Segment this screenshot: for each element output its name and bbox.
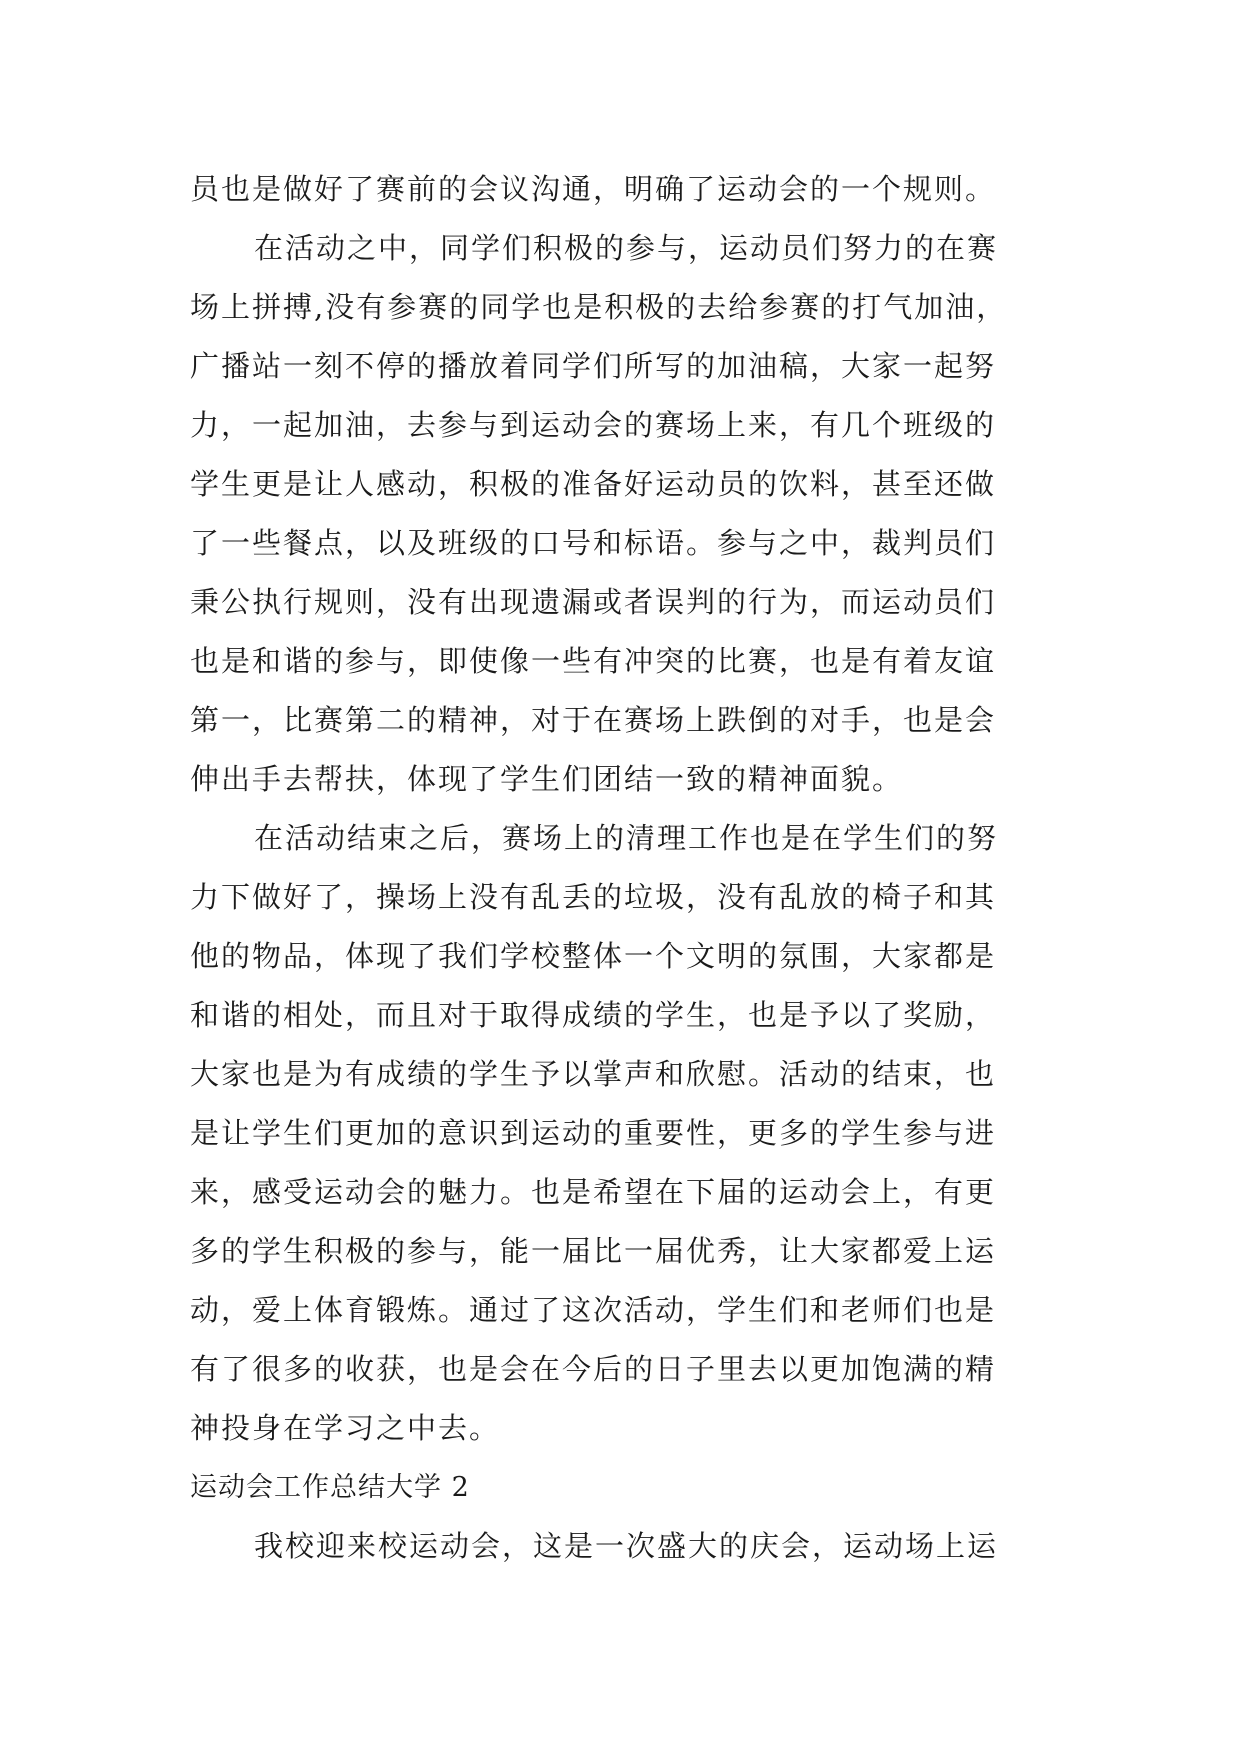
text-line: 第一，比赛第二的精神，对于在赛场上跌倒的对手，也是会 — [190, 703, 997, 737]
text-line: 和谐的相处，而且对于取得成绩的学生，也是予以了奖励， — [190, 998, 997, 1032]
text-line: 神投身在学习之中去。 — [190, 1411, 501, 1445]
text-line: 伸出手去帮扶，体现了学生们团结一致的精神面貌。 — [190, 762, 904, 796]
paragraph-first-line: 在活动结束之后，赛场上的清理工作也是在学生们的努 — [254, 821, 999, 855]
text-line: 也是和谐的参与，即使像一些有冲突的比赛，也是有着友谊 — [190, 644, 997, 678]
text-line: 场上拼搏,没有参赛的同学也是积极的去给参赛的打气加油， — [190, 290, 1008, 324]
text-line: 广播站一刻不停的播放着同学们所写的加油稿，大家一起努 — [190, 349, 997, 383]
document-body — [190, 160, 1050, 1576]
text-line: 是让学生们更加的意识到运动的重要性，更多的学生参与进 — [190, 1116, 997, 1150]
text-line: 多的学生积极的参与，能一届比一届优秀，让大家都爱上运 — [190, 1234, 997, 1268]
text-line: 来，感受运动会的魅力。也是希望在下届的运动会上，有更 — [190, 1175, 997, 1209]
text-line: 动，爱上体育锻炼。通过了这次活动，学生们和老师们也是 — [190, 1293, 997, 1327]
text-line: 大家也是为有成绩的学生予以掌声和欣慰。活动的结束，也 — [190, 1057, 997, 1091]
paragraph-first-line: 在活动之中，同学们积极的参与，运动员们努力的在赛 — [254, 231, 999, 265]
text-line: 力下做好了，操场上没有乱丢的垃圾，没有乱放的椅子和其 — [190, 880, 997, 914]
text-line: 员也是做好了赛前的会议沟通，明确了运动会的一个规则。 — [190, 172, 997, 206]
text-line: 秉公执行规则，没有出现遗漏或者误判的行为，而运动员们 — [190, 585, 997, 619]
paragraph-first-line: 我校迎来校运动会，这是一次盛大的庆会，运动场上运 — [254, 1529, 999, 1563]
text-line: 学生更是让人感动，积极的准备好运动员的饮料，甚至还做 — [190, 467, 997, 501]
text-line: 他的物品，体现了我们学校整体一个文明的氛围，大家都是 — [190, 939, 997, 973]
text-line: 力，一起加油，去参与到运动会的赛场上来，有几个班级的 — [190, 408, 997, 442]
text-line: 有了很多的收获，也是会在今后的日子里去以更加饱满的精 — [190, 1352, 997, 1386]
section-heading: 运动会工作总结大学 2 — [190, 1472, 470, 1503]
text-line: 了一些餐点，以及班级的口号和标语。参与之中，裁判员们 — [190, 526, 997, 560]
